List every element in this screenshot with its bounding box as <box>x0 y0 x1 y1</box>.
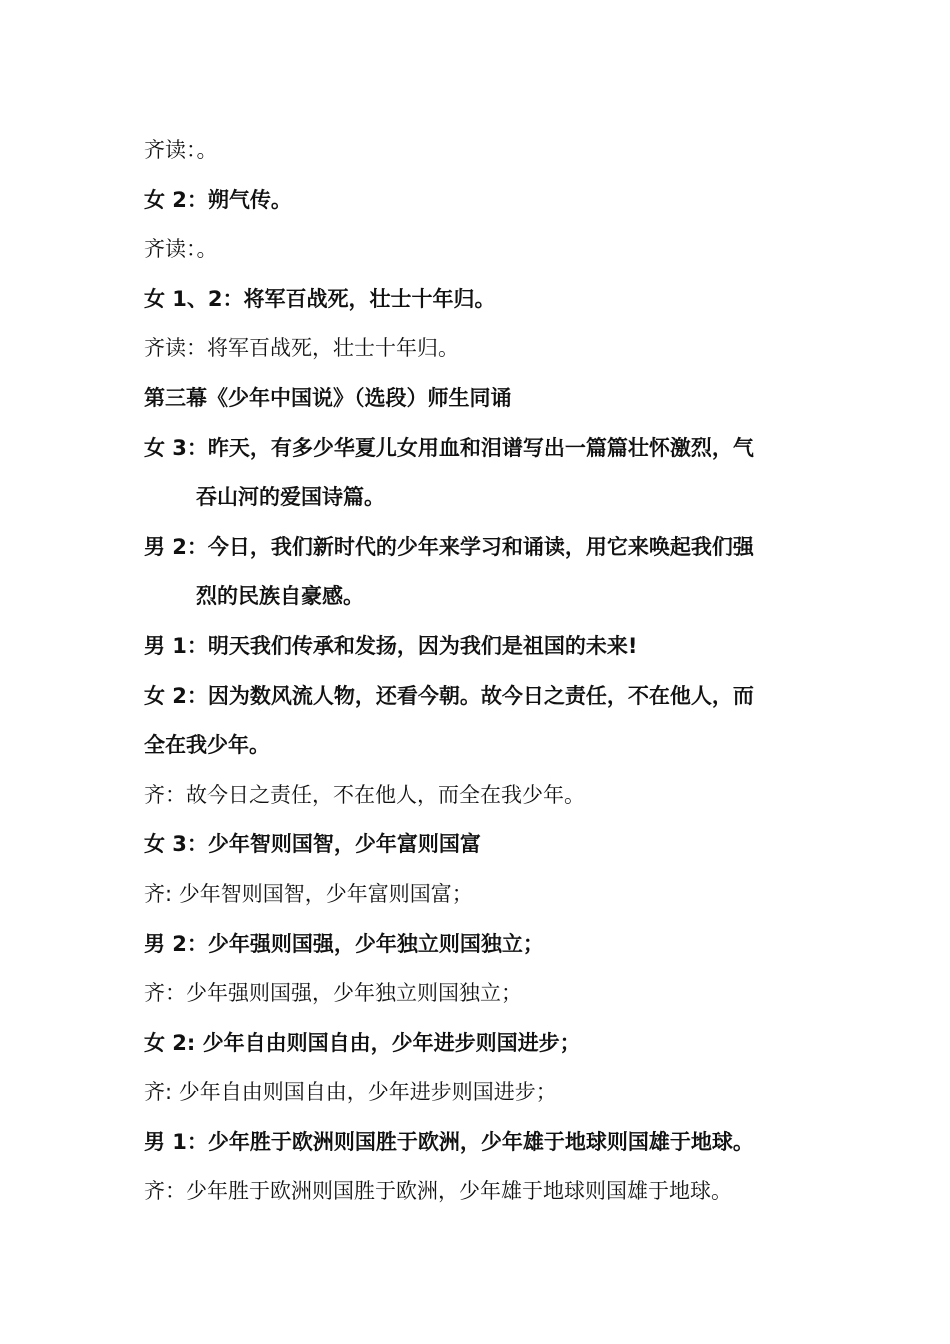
line-boy2: 男 2：今日，我们新时代的少年来学习和诵读，用它来唤起我们强 <box>144 534 754 559</box>
line-chorus-read: 齐读：。 <box>144 237 218 262</box>
line-girl2: 女 2: 少年自由则国自由，少年进步则国进步； <box>144 1030 581 1055</box>
line-boy2: 男 2：少年强则国强，少年独立则国独立； <box>144 931 544 956</box>
line-chorus-read: 齐读：将军百战死，壮士十年归。 <box>144 336 459 361</box>
line-girl1-2: 女 1、2：将军百战死，壮士十年归。 <box>144 286 496 311</box>
line-chorus: 齐：少年胜于欧洲则国胜于欧洲，少年雄于地球则国雄于地球。 <box>144 1179 732 1204</box>
line-chorus-read: 齐读：。 <box>144 138 218 162</box>
line-girl3: 女 3：昨天，有多少华夏儿女用血和泪谱写出一篇篇壮怀激烈，气 <box>144 435 754 460</box>
line-chorus: 齐：故今日之责任，不在他人，而全在我少年。 <box>144 782 585 807</box>
line-girl3: 女 3：少年智则国智，少年富则国富 <box>144 832 481 857</box>
line-boy2-continued: 烈的民族自豪感。 <box>196 584 364 609</box>
line-girl2: 女 2：因为数风流人物，还看今朝。故今日之责任，不在他人，而 <box>144 683 754 708</box>
line-chorus: 齐: 少年智则国智，少年富则国富； <box>144 881 473 906</box>
line-girl2: 女 2：朔气传。 <box>144 187 292 212</box>
line-boy1: 男 1：少年胜于欧洲则国胜于欧洲，少年雄于地球则国雄于地球。 <box>144 1129 754 1154</box>
script-text <box>144 126 804 1217</box>
line-girl2-continued: 全在我少年。 <box>144 733 270 758</box>
section-heading: 第三幕《少年中国说》（选段）师生同诵 <box>144 385 512 410</box>
line-chorus: 齐: 少年自由则国自由，少年进步则国进步； <box>144 1080 557 1105</box>
line-boy1: 男 1：明天我们传承和发扬，因为我们是祖国的未来! <box>144 633 638 658</box>
line-chorus: 齐：少年强则国强，少年独立则国独立； <box>144 981 522 1006</box>
line-girl3-continued: 吞山河的爱国诗篇。 <box>196 485 385 510</box>
